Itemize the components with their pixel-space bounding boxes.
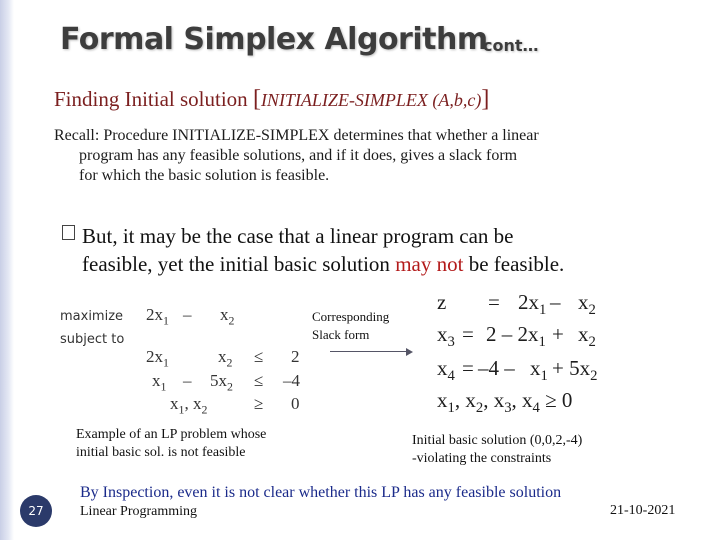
- slack-x4-term-3: + $5x_2$: [552, 356, 598, 385]
- slack-nonnegativity: $x_1$, $x_2$, $x_3$, $x_4 \ge 0$: [437, 388, 573, 417]
- initial-solution-caption-line-1: Initial basic solution (0,0,2,-4): [412, 433, 583, 448]
- slide-title-suffix: cont…: [483, 36, 539, 55]
- arrow-line: [330, 351, 410, 352]
- slack-z-equals: =: [488, 290, 500, 314]
- corresponding-label-line-2: Slack form: [312, 327, 370, 342]
- slide-subtitle: [54, 86, 489, 113]
- example-caption: [76, 426, 266, 462]
- arrow-right-icon: [406, 348, 413, 356]
- footer-course-title: Linear Programming: [80, 504, 198, 519]
- lp-nonnegativity-vars: $x_1$, $x_2$: [170, 394, 208, 417]
- bullet-line-1: But, it may be the case that a linear program can be: [82, 224, 514, 248]
- subtitle-procedure: INITIALIZE-SIMPLEX (A,b,c): [260, 90, 482, 110]
- page-number-badge: 27: [20, 495, 52, 527]
- corresponding-label-line-1: Corresponding: [312, 309, 390, 324]
- bullet-highlight: may not: [395, 252, 464, 276]
- inspection-note: By Inspection, even it is not clear whether this LP has any feasible solution: [80, 484, 562, 501]
- lp-constraint-2-minus: –: [183, 371, 192, 390]
- slide-title: Formal Simplex Algorithm: [60, 22, 488, 57]
- slack-x4: $x_4$: [437, 356, 455, 385]
- bullet-square-icon: [62, 225, 75, 240]
- lp-constraint-2-relation: ≤: [254, 371, 264, 390]
- slack-z-term-1: $2x_1$: [518, 290, 547, 319]
- footer-date: 21-10-2021: [610, 503, 676, 518]
- bullet-text: [82, 222, 564, 278]
- slack-x3-equals: =: [462, 322, 474, 346]
- lp-constraint-1-relation: ≤: [254, 347, 264, 366]
- corresponding-label: [312, 308, 389, 344]
- recall-paragraph: [54, 126, 694, 186]
- slack-x3: $x_3$: [437, 322, 455, 351]
- recall-line: Recall: Procedure INITIALIZE-SIMPLEX determines that whether a linear: [54, 127, 539, 144]
- lp-maximize-label: maximize: [60, 309, 124, 324]
- recall-line: program has any feasible solutions, and if it does, gives a slack form: [79, 147, 518, 164]
- bullet-line-2-end: be feasible.: [463, 252, 565, 276]
- slack-x3-plus: +: [552, 322, 564, 346]
- slack-x4-term-2: $x_1$: [530, 356, 548, 385]
- subtitle-open-bracket: [: [252, 86, 261, 112]
- lp-constraint-2-term-1: $x_1$: [152, 371, 167, 394]
- bullet-line-2-start: feasible, yet the initial basic solution: [82, 252, 396, 276]
- bullet-line-2: [82, 250, 564, 278]
- slack-z: z: [437, 290, 447, 314]
- slack-x4-equals: =: [462, 356, 474, 380]
- recall-line: for which the basic solution is feasible.: [79, 167, 330, 184]
- slack-z-term-2: $x_2$: [578, 290, 596, 319]
- example-caption-line-1: Example of an LP problem whose: [76, 427, 267, 442]
- lp-constraint-1-term-2: $x_2$: [218, 347, 233, 370]
- lp-constraint-1-rhs: 2: [291, 347, 300, 366]
- lp-subject-label: subject to: [60, 332, 125, 347]
- lp-constraint-1-term-1: $2x_1$: [146, 347, 169, 370]
- lp-nonnegativity-relation: ≥: [254, 394, 264, 413]
- lp-constraint-2-rhs: –4: [283, 371, 300, 390]
- slack-z-minus: –: [550, 290, 561, 314]
- lp-constraint-2-term-2: $5x_2$: [210, 371, 233, 394]
- lp-objective-minus: –: [183, 305, 192, 324]
- lp-nonnegativity-rhs: 0: [291, 394, 300, 413]
- subtitle-prefix: Finding Initial solution: [54, 87, 253, 111]
- example-caption-line-2: initial basic sol. is not feasible: [76, 445, 246, 460]
- slack-x4-term-1: –4 –: [478, 356, 515, 380]
- slack-x3-term-2: $x_2$: [578, 322, 596, 351]
- lp-objective-term-2: $x_2$: [220, 305, 235, 328]
- slack-x3-term-1: $2 - 2x_1$: [486, 322, 546, 351]
- initial-solution-caption: [412, 432, 582, 468]
- lp-objective-term-1: $2x_1$: [146, 305, 169, 328]
- subtitle-close-bracket: ]: [481, 86, 490, 112]
- initial-solution-caption-line-2: -violating the constraints: [412, 451, 552, 466]
- slide-sidebar-gradient: [0, 0, 14, 540]
